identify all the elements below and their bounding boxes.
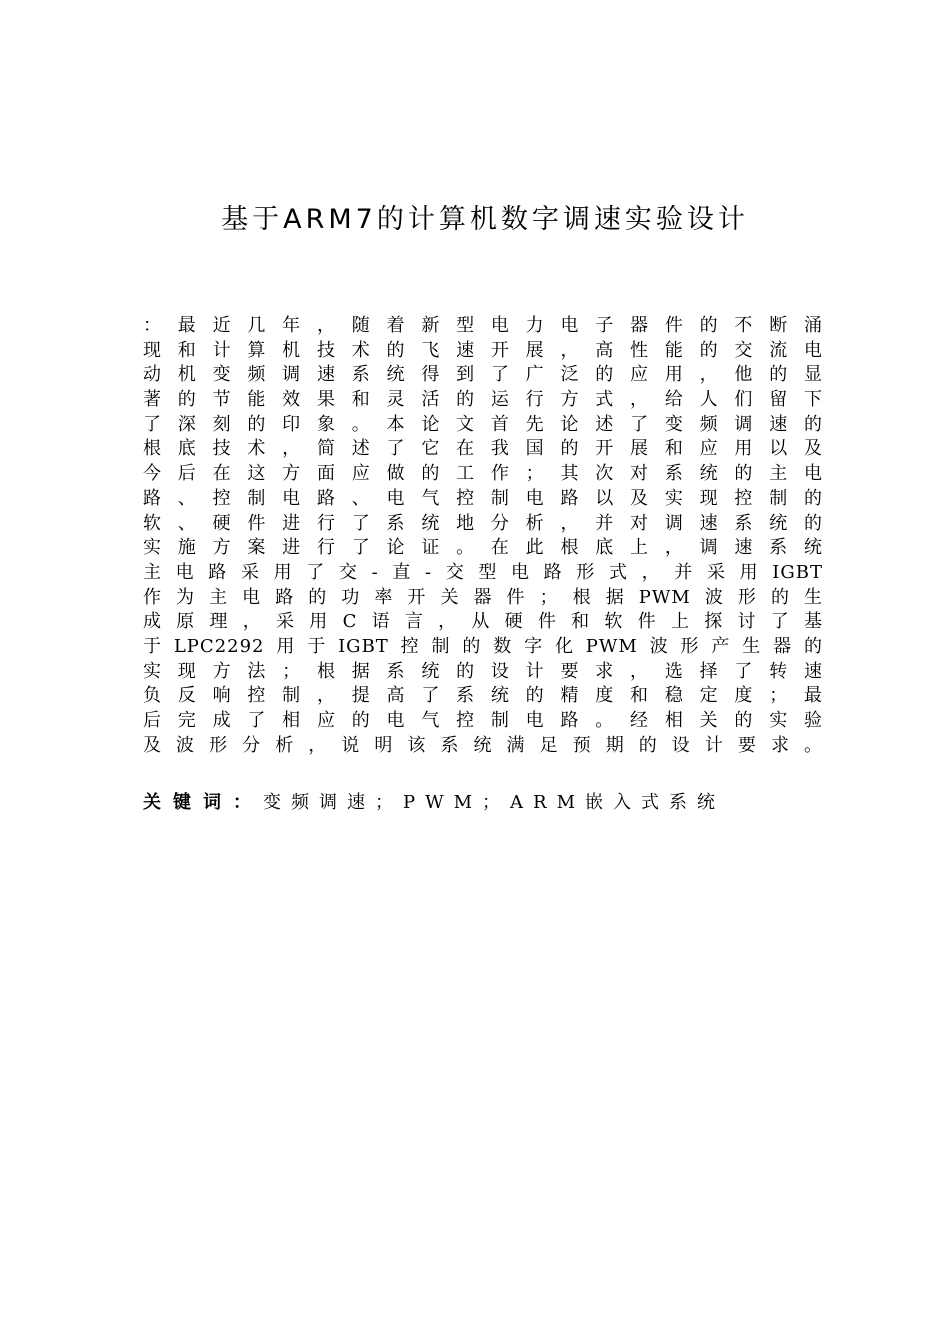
keywords-label: 关键词： — [143, 792, 263, 813]
abstract-line: 实施方案进行了论证。在此根底上，调速系统 — [143, 537, 823, 559]
abstract-line: 今后在这方面应做的工作；其次对系统的主电 — [143, 463, 823, 485]
abstract-line: 作为主电路的功率开关器件；根据PWM波形的生 — [143, 586, 823, 608]
abstract-line: 于LPC2292用于IGBT控制的数字化PWM波形产生器的 — [143, 635, 823, 657]
abstract-line: 负反响控制，提高了系统的精度和稳定度；最 — [143, 685, 823, 707]
abstract-line: 及波形分析，说明该系统满足预期的设计要求。 — [143, 734, 823, 756]
abstract-line: 主电路采用了交-直-交型电路形式，并采用IGBT — [143, 561, 823, 583]
abstract-line: 动机变频调速系统得到了广泛的应用，他的显 — [143, 364, 823, 386]
keywords-value: 变频调速；PWM；ARM嵌入式系统 — [263, 792, 726, 813]
abstract-line: 著的节能效果和灵活的运行方式，给人们留下 — [143, 389, 823, 411]
abstract-line: 实现方法；根据系统的设计要求，选择了转速 — [143, 660, 823, 682]
abstract-line: 后完成了相应的电气控制电路。经相关的实验 — [143, 710, 823, 731]
abstract-line: 成原理，采用C语言，从硬件和软件上探讨了基 — [143, 611, 823, 633]
abstract-line: 路、控制电路、电气控制电路以及实现控制的 — [143, 487, 823, 509]
abstract-line: ：最近几年，随着新型电力电子器件的不断涌 — [143, 315, 823, 336]
document-title: 基于ARM7的计算机数字调速实验设计 — [221, 204, 749, 235]
abstract-line: 软、硬件进行了系统地分析，并对调速系统的 — [143, 512, 823, 534]
abstract-body — [143, 314, 823, 758]
abstract-line: 现和计算机技术的飞速开展，高性能的交流电 — [143, 339, 823, 361]
abstract-line: 了深刻的印象。本论文首先论述了变频调速的 — [143, 413, 823, 435]
abstract-line: 根底技术，简述了它在我国的开展和应用以及 — [143, 438, 823, 460]
keywords-line — [143, 790, 725, 816]
